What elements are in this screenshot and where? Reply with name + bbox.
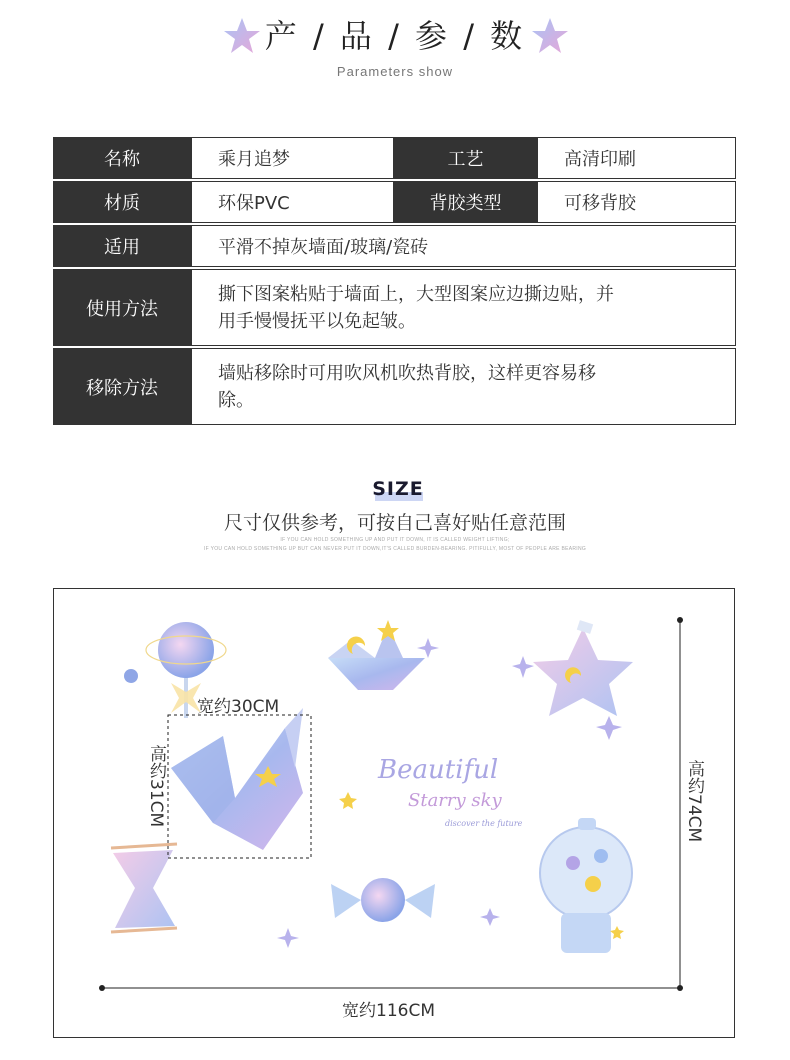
star-jar-illustration <box>533 620 633 716</box>
param-label: 工艺 <box>394 137 537 179</box>
param-row-method <box>53 269 736 346</box>
param-value: 乘月追梦 <box>191 137 394 179</box>
param-label: 适用 <box>53 225 191 267</box>
paper-crane-illustration <box>171 708 303 850</box>
param-row-usage <box>53 225 736 267</box>
param-row-name <box>53 137 736 179</box>
param-value: 高清印刷 <box>537 137 736 179</box>
art-tagline: discover the future <box>445 819 523 828</box>
param-row-material <box>53 181 736 223</box>
size-heading: SIZE <box>372 478 424 500</box>
page-header <box>0 14 790 58</box>
param-value: 墙贴移除时可用吹风机吹热背胶，这样更容易移除。 <box>191 348 736 425</box>
hourglass-illustration <box>111 844 177 932</box>
fine-print: IF YOU CAN HOLD SOMETHING UP BUT CAN NEVER PUT IT DOWN,IT'S CALLED BURDEN-BEARING. PITIFULLY, MOST OF PEOPLE ARE BEARING <box>203 546 587 552</box>
total-height-label: 高约74CM <box>684 760 704 843</box>
crane-width-label: 宽约30CM <box>197 697 280 717</box>
candy-illustration <box>331 878 435 922</box>
crane-height-label: 高约31CM <box>146 745 166 828</box>
art-subtitle: Starry sky <box>408 790 502 811</box>
param-value: 平滑不掉灰墙面/玻璃/瓷砖 <box>191 225 736 267</box>
paper-boat-illustration <box>328 620 425 690</box>
param-label: 背胶类型 <box>394 181 537 223</box>
star-icon <box>530 16 570 56</box>
size-description: 尺寸仅供参考，可按自己喜好贴任意范围 <box>223 512 566 534</box>
param-row-removal <box>53 348 736 425</box>
param-value: 环保PVC <box>191 181 394 223</box>
param-value: 可移背胶 <box>537 181 736 223</box>
page-subtitle: Parameters show <box>336 64 454 79</box>
total-width-label: 宽约116CM <box>342 1001 435 1021</box>
art-title: Beautiful <box>378 755 499 785</box>
page-title: 产 / 品 / 参 / 数 <box>264 17 526 55</box>
param-label: 使用方法 <box>53 269 191 346</box>
star-icon <box>222 16 262 56</box>
param-label: 材质 <box>53 181 191 223</box>
param-label: 名称 <box>53 137 191 179</box>
param-label: 移除方法 <box>53 348 191 425</box>
fine-print: IF YOU CAN HOLD SOMETHING UP AND PUT IT DOWN, IT IS CALLED WEIGHT LIFTING; <box>280 537 510 543</box>
param-value: 撕下图案粘贴于墙面上，大型图案应边撕边贴，并用手慢慢抚平以免起皱。 <box>191 269 736 346</box>
